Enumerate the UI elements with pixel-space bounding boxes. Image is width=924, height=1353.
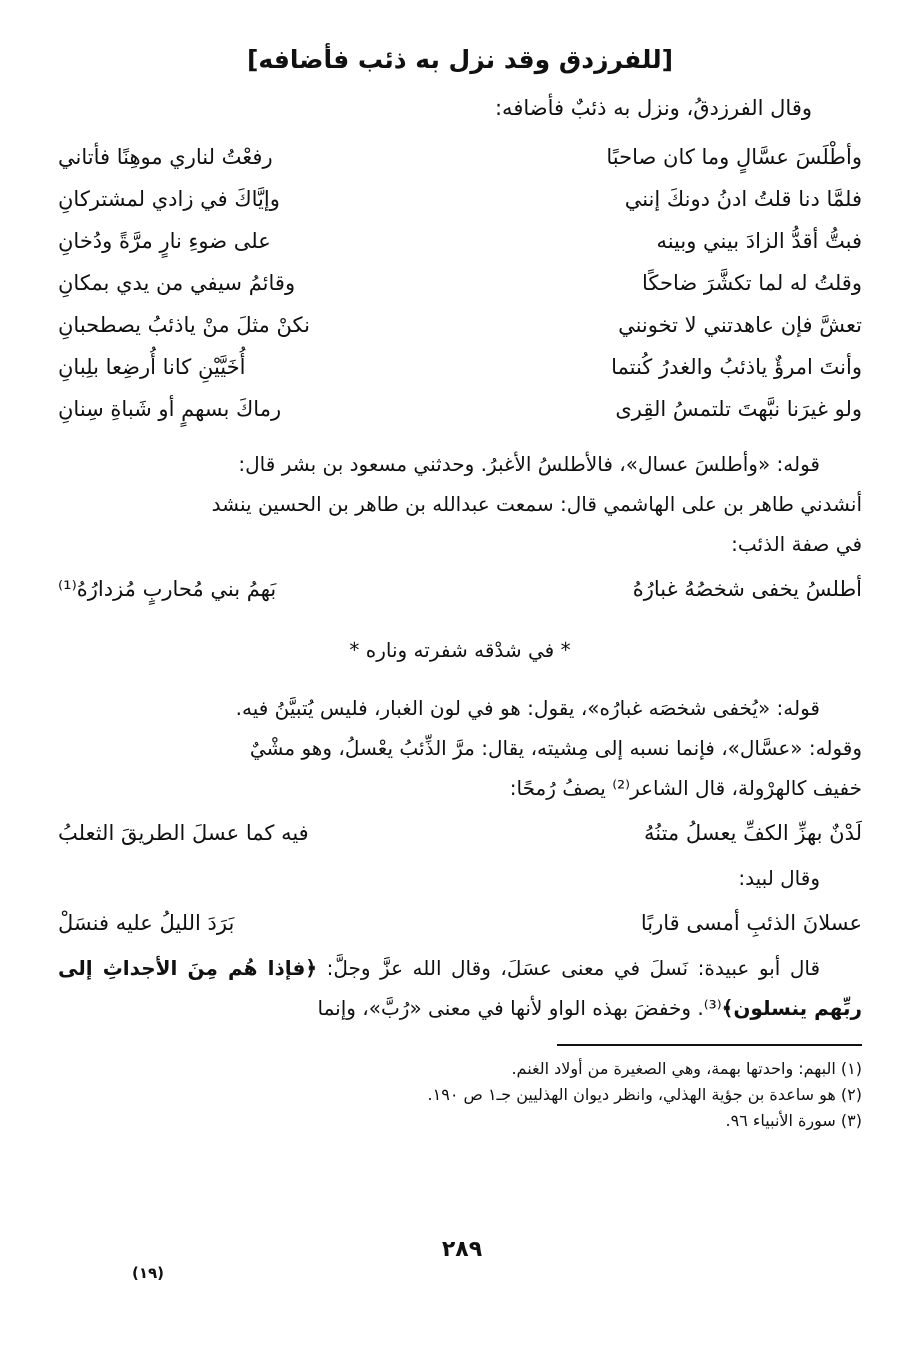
footnote-1: (١) البهم: واحدتها بهمة، وهي الصغيرة من أولاد الغنم.	[511, 1059, 862, 1078]
verse-2-second: وإيَّاكَ في زادي لمشتركانِ	[58, 187, 280, 211]
quoted-verse	[58, 898, 862, 948]
quoted-verse-second: بَرَدَ الليلُ عليه فنسَلْ	[58, 911, 235, 935]
commentary-text: قال أبو عبيدة: نَسلَ في معنى عسَلَ، وقال الله عزَّ وجلَّ:	[326, 956, 821, 980]
page-number: ٢٨٩	[441, 1237, 483, 1262]
verse-6-second: أُخَيَّيْنِ كانا أُرضِعا بلِبانِ	[58, 355, 246, 379]
verse-7-first: ولو غيرَنا نبَّهتَ تلتمسُ القِرى	[615, 397, 862, 421]
verse-3-first: فبتُّ أقدُّ الزادَ بيني وبينه	[656, 229, 862, 253]
quoted-verse-first: لَدْنٌ بهزِّ الكفِّ يعسلُ متنُهُ	[643, 821, 862, 845]
quoted-verse-first: عسلانَ الذئبِ أمسى قاربًا	[640, 911, 862, 935]
quoted-verse-first: أطلسُ يخفى شخصُهُ غبارُهُ	[632, 577, 862, 601]
running-title: [للفرزدق وقد نزل به ذئب فأضافه]	[246, 45, 674, 74]
verse-2-first: فلمَّا دنا قلتُ ادنُ دونكَ إنني	[624, 187, 862, 211]
verse-4	[58, 262, 862, 304]
verse-6	[58, 346, 862, 388]
quoted-verse-second: فيه كما عسلَ الطريقَ الثعلبُ	[58, 821, 309, 845]
quoted-verse-second: بَهمُ بني مُحاربٍ مُزدارُهُ⁽¹⁾	[58, 577, 277, 601]
quoted-verse	[58, 808, 862, 858]
footnote-divider	[557, 1044, 862, 1046]
footnotes	[58, 1056, 862, 1134]
poem	[58, 136, 862, 430]
verse-3-second: على ضوءِ نارٍ مرَّةً ودُخانِ	[58, 229, 271, 253]
commentary-line: قوله: «يُخفى شخصَه غبارُه»، يقول: هو في لون الغبار، فليس يُتبيَّنُ فيه.	[235, 696, 820, 720]
commentary-line: قوله: «وأطلسَ عسال»، فالأطلسُ الأغبرُ. وحدثني مسعود بن بشر قال:	[238, 452, 820, 476]
footnote-2: (٢) هو ساعدة بن جؤية الهذلي، وانظر ديوان الهذليين جـ١ ص ١٩٠.	[427, 1085, 862, 1104]
verse-7-second: رماكَ بسهمٍ أو شَباةِ سِنانِ	[58, 397, 282, 421]
commentary-line	[58, 948, 862, 1028]
verse-3	[58, 220, 862, 262]
verse-7	[58, 388, 862, 430]
verse-5-first: تعشَّ فإن عاهدتني لا تخونني	[618, 313, 862, 337]
verse-6-first: وأنتَ امرؤٌ ياذئبُ والغدرُ كُنتما	[611, 355, 862, 379]
verse-2	[58, 178, 862, 220]
verse-5-second: نكنْ مثلَ منْ ياذئبُ يصطحبانِ	[58, 313, 310, 337]
quran-quote: ﴿فإذا هُم مِنَ الأجداثِ إلى ربِّهم ينسلون﴾	[58, 956, 862, 1020]
poem-intro: وقال الفرزدقُ، ونزل به ذئبٌ فأضافه:	[494, 96, 812, 120]
verse-1-second: رفعْتُ لناري موهِنًا فأتاني	[58, 145, 273, 169]
footnote-3: (٣) سورة الأنبياء ٩٦.	[725, 1111, 862, 1130]
commentary-line: وقوله: «عسَّال»، فإنما نسبه إلى مِشيته، يقال: مرَّ الذِّئبُ يعْسلُ، وهو مشْيٌ	[249, 736, 862, 760]
commentary-line: وقال لبيد:	[738, 866, 820, 890]
quoted-verse	[58, 564, 862, 614]
verse-5	[58, 304, 862, 346]
verse-4-first: وقلتُ له لما تكشَّرَ ضاحكًا	[641, 271, 862, 295]
signature-mark: (١٩)	[132, 1264, 165, 1282]
commentary-line: في صفة الذئب:	[731, 532, 862, 556]
centered-verse: * في شدْقه شفرته وناره *	[349, 638, 571, 662]
commentary-text: ⁽³⁾. وخفضَ بهذه الواو لأنها في معنى «رُبَّ»، وإنما	[317, 996, 722, 1020]
commentary-line: أنشدني طاهر بن على الهاشمي قال: سمعت عبدالله بن طاهر بن الحسين ينشد	[211, 492, 862, 516]
verse-4-second: وقائمُ سيفي من يدي بمكانِ	[58, 271, 296, 295]
verse-1-first: وأطْلَسَ عسَّالٍ وما كان صاحبًا	[606, 145, 862, 169]
commentary-line: خفيف كالهرْولة، قال الشاعر⁽²⁾ يصفُ رُمحًا:	[509, 776, 862, 800]
verse-1	[58, 136, 862, 178]
